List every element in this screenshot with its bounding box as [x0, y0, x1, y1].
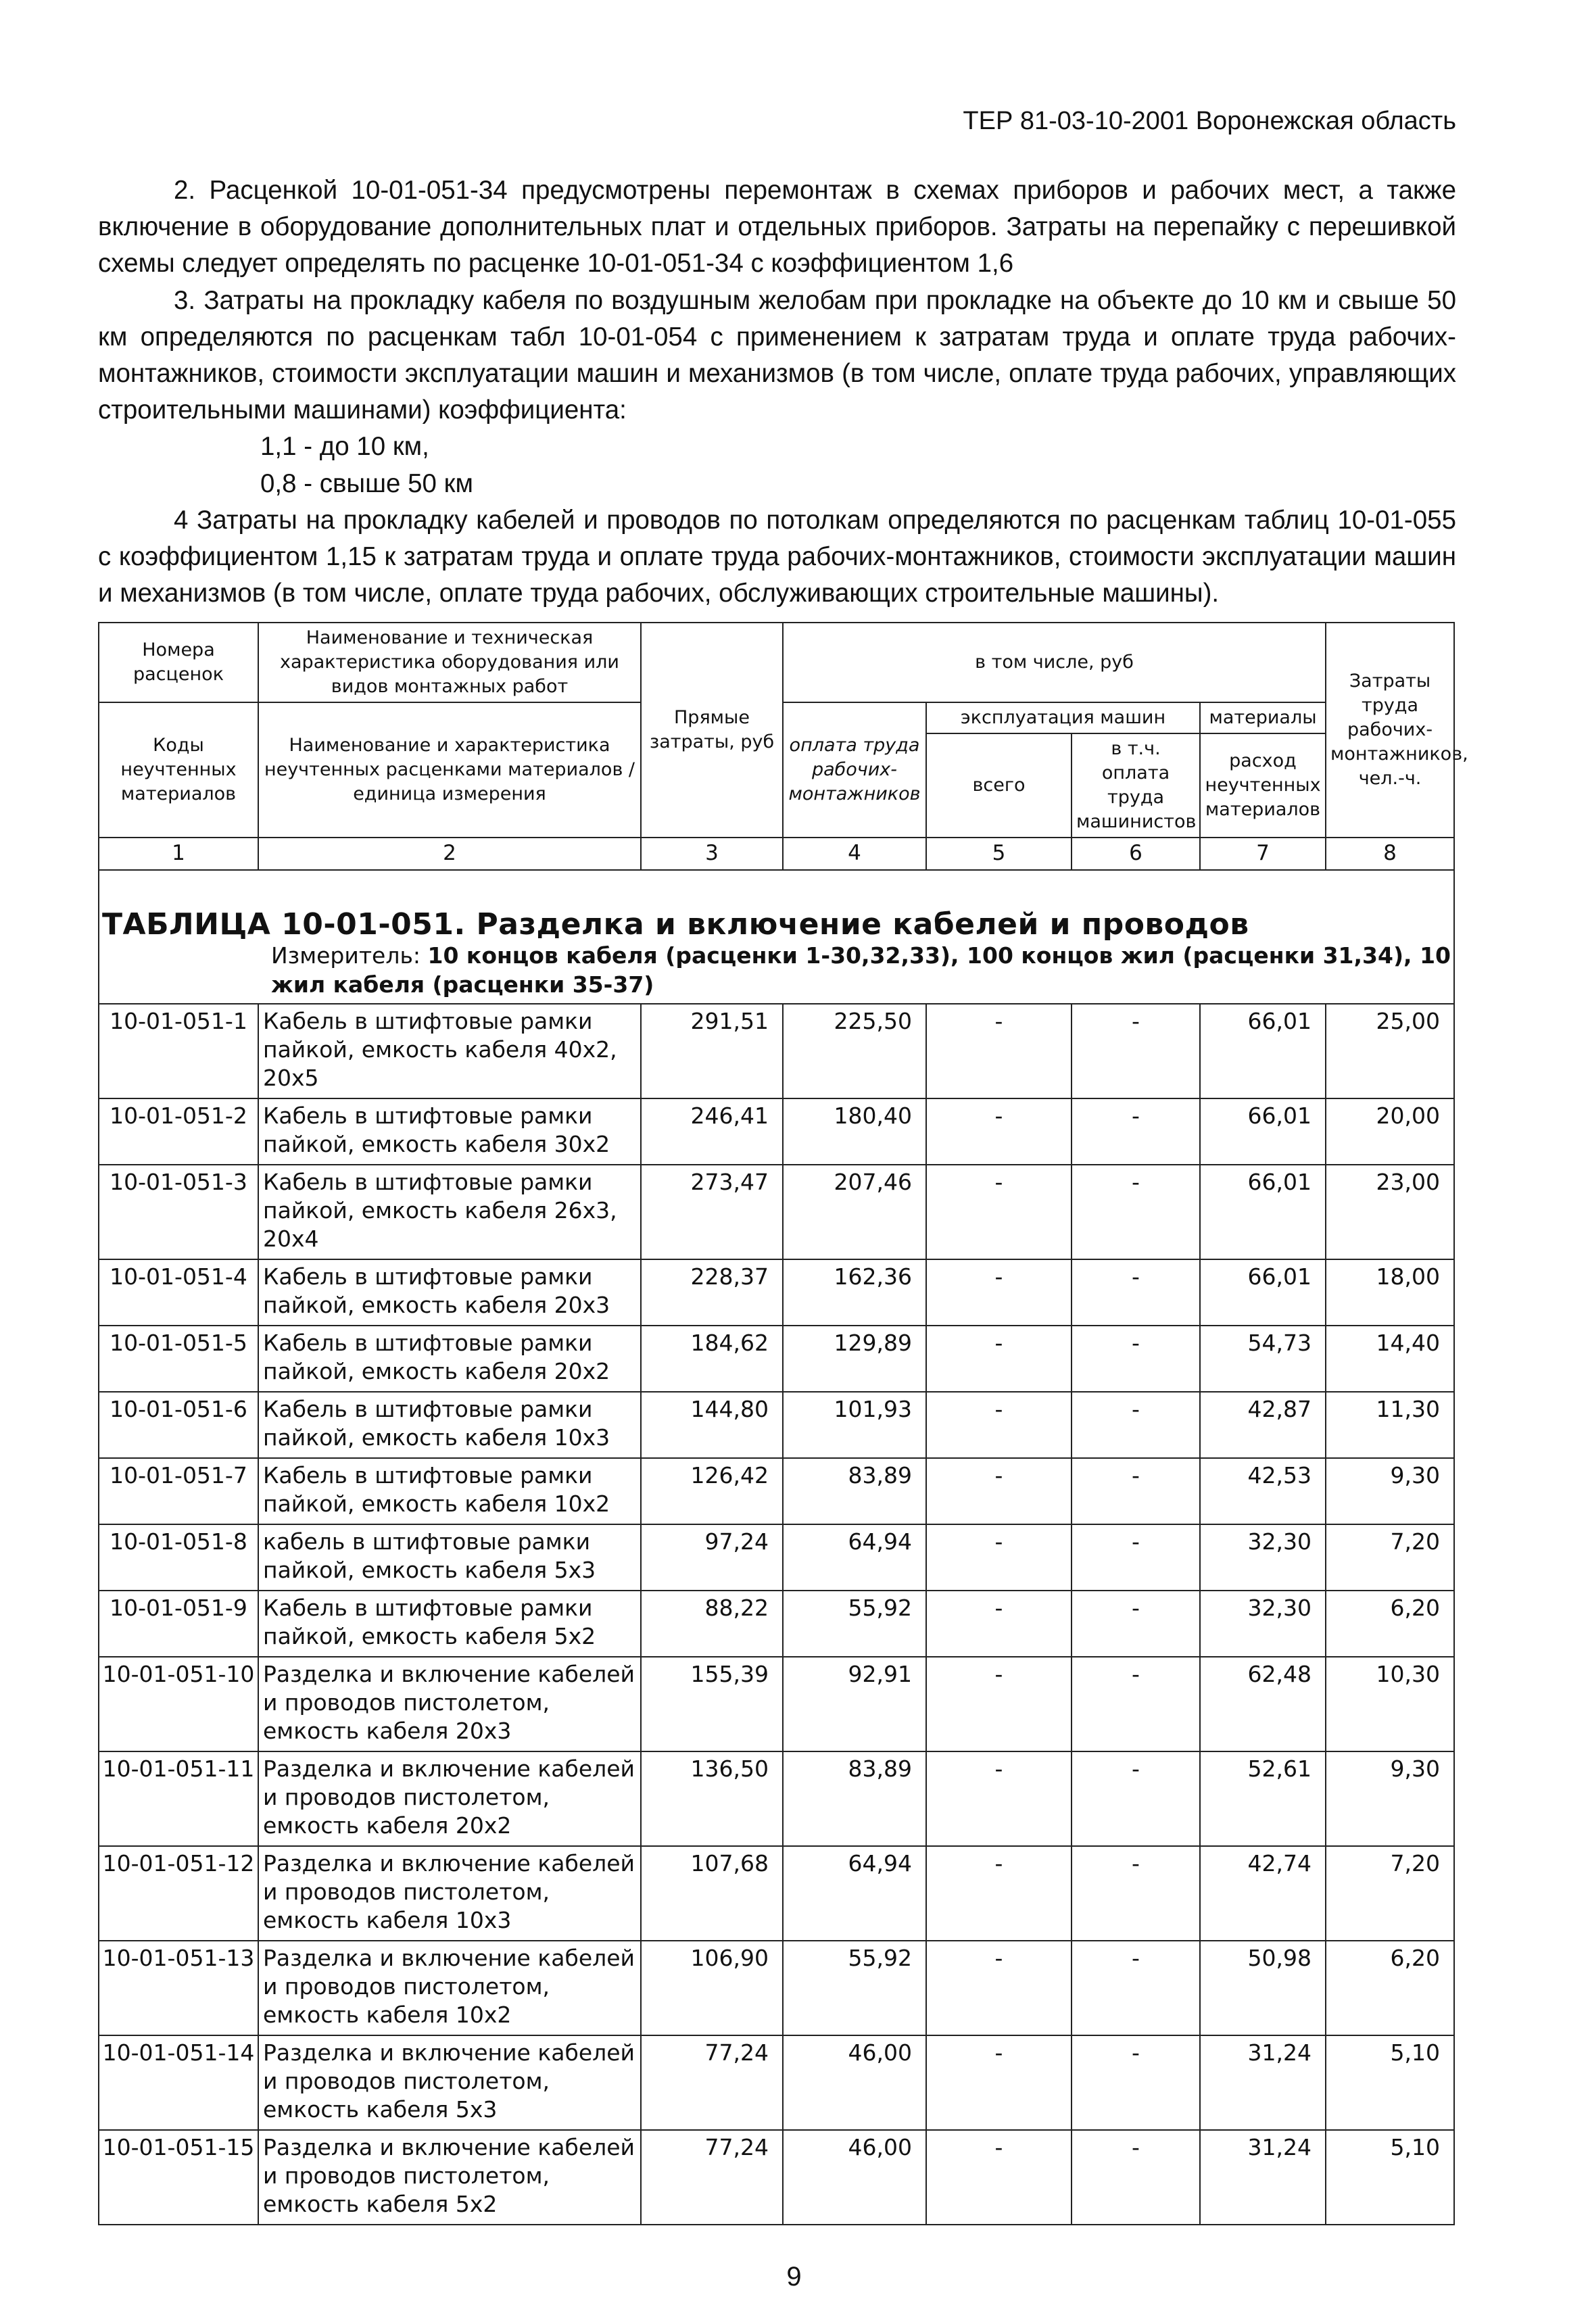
- operator-pay: -: [1072, 1326, 1200, 1392]
- work-description: Разделка и включение кабелей и проводов пистолетом, емкость кабеля 5х2: [258, 2130, 641, 2225]
- labor-hours: 10,30: [1326, 1657, 1454, 1751]
- table-row: [99, 1591, 1454, 1657]
- note-paragraph-3: 3. Затраты на прокладку кабеля по воздушным желобам при прокладке на объекте до 10 км и свыше 50 км определяются по расценкам табл 10-01-054 с применением к затратам труда и оплате труда рабочих-монтажников, стоимости эксплуатации машин и механизмов (в том числе, оплате труда рабочих, управляющих строительными машинами) коэффициента:: [98, 285, 1456, 425]
- operator-pay: -: [1072, 1392, 1200, 1458]
- materials-cost: 42,53: [1200, 1458, 1326, 1524]
- work-description: Кабель в штифтовые рамки пайкой, емкость кабеля 30х2: [258, 1098, 641, 1165]
- worker-pay: 64,94: [783, 1524, 926, 1591]
- machine-cost: -: [926, 1098, 1072, 1165]
- operator-pay: -: [1072, 1524, 1200, 1591]
- worker-pay: 162,36: [783, 1259, 926, 1326]
- materials-cost: 50,98: [1200, 1941, 1326, 2035]
- work-description: Кабель в штифтовые рамки пайкой, емкость кабеля 5х2: [258, 1591, 641, 1657]
- table-rows: [99, 1004, 1454, 2225]
- table-title-block: [99, 870, 1454, 1004]
- rate-code: 10-01-051-8: [99, 1524, 258, 1591]
- materials-cost: 62,48: [1200, 1657, 1326, 1751]
- rate-code: 10-01-051-2: [99, 1098, 258, 1165]
- labor-hours: 7,20: [1326, 1846, 1454, 1941]
- machine-cost: -: [926, 1846, 1072, 1941]
- labor-hours: 5,10: [1326, 2035, 1454, 2130]
- labor-hours: 23,00: [1326, 1165, 1454, 1259]
- header-rate-numbers: Номера расценок: [99, 623, 258, 702]
- work-description: Кабель в штифтовые рамки пайкой, емкость кабеля 10х3: [258, 1392, 641, 1458]
- direct-cost: 77,24: [641, 2035, 783, 2130]
- table-row: [99, 1259, 1454, 1326]
- machine-cost: -: [926, 1326, 1072, 1392]
- header-machine-operation: эксплуатация машин: [926, 702, 1200, 733]
- worker-pay: 83,89: [783, 1458, 926, 1524]
- materials-cost: 66,01: [1200, 1004, 1326, 1098]
- machine-cost: -: [926, 1458, 1072, 1524]
- rate-code: 10-01-051-15: [99, 2130, 258, 2225]
- work-description: Кабель в штифтовые рамки пайкой, емкость кабеля 20х3: [258, 1259, 641, 1326]
- table-row: [99, 1098, 1454, 1165]
- rate-code: 10-01-051-10: [99, 1657, 258, 1751]
- table-row: [99, 1751, 1454, 1846]
- worker-pay: 46,00: [783, 2130, 926, 2225]
- machine-cost: -: [926, 1591, 1072, 1657]
- labor-hours: 6,20: [1326, 1941, 1454, 2035]
- worker-pay: 64,94: [783, 1846, 926, 1941]
- table-row: [99, 1165, 1454, 1259]
- direct-cost: 107,68: [641, 1846, 783, 1941]
- materials-cost: 54,73: [1200, 1326, 1326, 1392]
- labor-hours: 11,30: [1326, 1392, 1454, 1458]
- machine-cost: -: [926, 1657, 1072, 1751]
- direct-cost: 155,39: [641, 1657, 783, 1751]
- materials-cost: 31,24: [1200, 2130, 1326, 2225]
- header-machine-total: всего: [926, 733, 1072, 838]
- header-material-description: Наименование и характеристика неучтенных расценками материалов / единица измерения: [258, 702, 641, 838]
- rate-code: 10-01-051-13: [99, 1941, 258, 2035]
- worker-pay: 180,40: [783, 1098, 926, 1165]
- direct-cost: 291,51: [641, 1004, 783, 1098]
- work-description: кабель в штифтовые рамки пайкой, емкость кабеля 5х3: [258, 1524, 641, 1591]
- table-row: [99, 2035, 1454, 2130]
- table-row: [99, 1524, 1454, 1591]
- worker-pay: 207,46: [783, 1165, 926, 1259]
- work-description: Кабель в штифтовые рамки пайкой, емкость кабеля 10х2: [258, 1458, 641, 1524]
- operator-pay: -: [1072, 1846, 1200, 1941]
- work-description: Разделка и включение кабелей и проводов пистолетом, емкость кабеля 5х3: [258, 2035, 641, 2130]
- rate-code: 10-01-051-14: [99, 2035, 258, 2130]
- operator-pay: -: [1072, 1657, 1200, 1751]
- work-description: Разделка и включение кабелей и проводов пистолетом, емкость кабеля 10х3: [258, 1846, 641, 1941]
- direct-cost: 228,37: [641, 1259, 783, 1326]
- column-number: 4: [783, 838, 926, 870]
- work-description: Кабель в штифтовые рамки пайкой, емкость кабеля 26х3, 20х4: [258, 1165, 641, 1259]
- direct-cost: 246,41: [641, 1098, 783, 1165]
- materials-cost: 31,24: [1200, 2035, 1326, 2130]
- work-description: Кабель в штифтовые рамки пайкой, емкость кабеля 20х2: [258, 1326, 641, 1392]
- operator-pay: -: [1072, 1941, 1200, 2035]
- operator-pay: -: [1072, 1098, 1200, 1165]
- worker-pay: 129,89: [783, 1326, 926, 1392]
- machine-cost: -: [926, 1392, 1072, 1458]
- direct-cost: 184,62: [641, 1326, 783, 1392]
- measure-label: Измеритель:: [271, 942, 421, 969]
- worker-pay: 46,00: [783, 2035, 926, 2130]
- worker-pay: 55,92: [783, 1591, 926, 1657]
- column-number: 7: [1200, 838, 1326, 870]
- coefficient-item-2: 0,8 - свыше 50 км: [260, 468, 473, 498]
- rate-code: 10-01-051-4: [99, 1259, 258, 1326]
- table-row: [99, 2130, 1454, 2225]
- column-number: 2: [258, 838, 641, 870]
- work-description: Кабель в штифтовые рамки пайкой, емкость кабеля 40х2, 20х5: [258, 1004, 641, 1098]
- labor-hours: 9,30: [1326, 1751, 1454, 1846]
- column-number: 5: [926, 838, 1072, 870]
- materials-cost: 66,01: [1200, 1098, 1326, 1165]
- machine-cost: -: [926, 1004, 1072, 1098]
- note-paragraph-2: 2. Расценкой 10-01-051-34 предусмотрены перемонтаж в схемах приборов и рабочих мест, а также включение в оборудование дополнительных плат и отдельных приборов. Затраты на перепайку с перешивкой схемы следует определять по расценке 10-01-051-34 с коэффициентом 1,6: [98, 176, 1456, 279]
- labor-hours: 18,00: [1326, 1259, 1454, 1326]
- header-including: в том числе, руб: [783, 623, 1326, 702]
- header-material-codes: Коды неучтенных материалов: [99, 702, 258, 838]
- labor-hours: 7,20: [1326, 1524, 1454, 1591]
- materials-cost: 66,01: [1200, 1165, 1326, 1259]
- column-number: 6: [1072, 838, 1200, 870]
- operator-pay: -: [1072, 1004, 1200, 1098]
- direct-cost: 136,50: [641, 1751, 783, 1846]
- labor-hours: 20,00: [1326, 1098, 1454, 1165]
- machine-cost: -: [926, 1751, 1072, 1846]
- materials-cost: 66,01: [1200, 1259, 1326, 1326]
- measure-value: 10 концов кабеля (расценки 1-30,32,33), 100 концов жил (расценки 31,34), 10 жил кабеля (расценки 35-37): [271, 942, 1451, 998]
- header-labor-hours: Затраты труда рабочих-монтажников, чел.-ч.: [1326, 623, 1454, 838]
- machine-cost: -: [926, 1941, 1072, 2035]
- table-title: ТАБЛИЦА 10-01-051. Разделка и включение кабелей и проводов: [102, 907, 1249, 942]
- operator-pay: -: [1072, 1259, 1200, 1326]
- labor-hours: 6,20: [1326, 1591, 1454, 1657]
- rate-code: 10-01-051-3: [99, 1165, 258, 1259]
- operator-pay: -: [1072, 1591, 1200, 1657]
- labor-hours: 5,10: [1326, 2130, 1454, 2225]
- worker-pay: 83,89: [783, 1751, 926, 1846]
- rate-code: 10-01-051-11: [99, 1751, 258, 1846]
- labor-hours: 14,40: [1326, 1326, 1454, 1392]
- direct-cost: 273,47: [641, 1165, 783, 1259]
- operator-pay: -: [1072, 2035, 1200, 2130]
- worker-pay: 101,93: [783, 1392, 926, 1458]
- machine-cost: -: [926, 2035, 1072, 2130]
- materials-cost: 52,61: [1200, 1751, 1326, 1846]
- header-materials: материалы: [1200, 702, 1326, 733]
- rate-code: 10-01-051-7: [99, 1458, 258, 1524]
- coefficient-item-1: 1,1 - до 10 км,: [260, 432, 429, 462]
- materials-cost: 42,87: [1200, 1392, 1326, 1458]
- rate-code: 10-01-051-9: [99, 1591, 258, 1657]
- materials-cost: 32,30: [1200, 1591, 1326, 1657]
- materials-cost: 32,30: [1200, 1524, 1326, 1591]
- machine-cost: -: [926, 1524, 1072, 1591]
- operator-pay: -: [1072, 1458, 1200, 1524]
- direct-cost: 126,42: [641, 1458, 783, 1524]
- table-row: [99, 1004, 1454, 1098]
- measure-line: [102, 941, 1453, 1003]
- worker-pay: 55,92: [783, 1941, 926, 2035]
- column-number: 8: [1326, 838, 1454, 870]
- rate-code: 10-01-051-6: [99, 1392, 258, 1458]
- table-row: [99, 1941, 1454, 2035]
- header-worker-pay: оплата труда рабочих-монтажников: [783, 702, 926, 838]
- table-row: [99, 1846, 1454, 1941]
- header-work-description: Наименование и техническая характеристика оборудования или видов монтажных работ: [258, 623, 641, 702]
- machine-cost: -: [926, 1165, 1072, 1259]
- work-description: Разделка и включение кабелей и проводов пистолетом, емкость кабеля 20х2: [258, 1751, 641, 1846]
- machine-cost: -: [926, 1259, 1072, 1326]
- worker-pay: 92,91: [783, 1657, 926, 1751]
- direct-cost: 97,24: [641, 1524, 783, 1591]
- column-number: 3: [641, 838, 783, 870]
- labor-hours: 25,00: [1326, 1004, 1454, 1098]
- rate-code: 10-01-051-5: [99, 1326, 258, 1392]
- operator-pay: -: [1072, 1751, 1200, 1846]
- column-number: 1: [99, 838, 258, 870]
- intro-text: [98, 172, 1456, 612]
- document-header: ТЕР 81-03-10-2001 Воронежская область: [963, 107, 1456, 135]
- rate-code: 10-01-051-12: [99, 1846, 258, 1941]
- labor-hours: 9,30: [1326, 1458, 1454, 1524]
- table-row: [99, 1392, 1454, 1458]
- direct-cost: 77,24: [641, 2130, 783, 2225]
- page-number: 9: [786, 2262, 802, 2292]
- rate-code: 10-01-051-1: [99, 1004, 258, 1098]
- table-row: [99, 1458, 1454, 1524]
- header-direct-costs: Прямые затраты, руб: [641, 623, 783, 838]
- header-material-consumption: расход неучтенных материалов: [1200, 733, 1326, 838]
- direct-cost: 88,22: [641, 1591, 783, 1657]
- table-row: [99, 1326, 1454, 1392]
- machine-cost: -: [926, 2130, 1072, 2225]
- header-operator-pay: в т.ч. оплата труда машинистов: [1072, 733, 1200, 838]
- direct-cost: 144,80: [641, 1392, 783, 1458]
- rate-table: [98, 622, 1468, 2225]
- work-description: Разделка и включение кабелей и проводов пистолетом, емкость кабеля 10х2: [258, 1941, 641, 2035]
- materials-cost: 42,74: [1200, 1846, 1326, 1941]
- operator-pay: -: [1072, 1165, 1200, 1259]
- note-paragraph-4: 4 Затраты на прокладку кабелей и проводов по потолкам определяются по расценкам таблиц 10-01-055 с коэффициентом 1,15 к затратам труда и оплате труда рабочих-монтажников, стоимости эксплуатации машин и механизмов (в том числе, оплате труда рабочих, обслуживающих строительные машины).: [98, 505, 1456, 608]
- table-row: [99, 1657, 1454, 1751]
- work-description: Разделка и включение кабелей и проводов пистолетом, емкость кабеля 20х3: [258, 1657, 641, 1751]
- direct-cost: 106,90: [641, 1941, 783, 2035]
- operator-pay: -: [1072, 2130, 1200, 2225]
- worker-pay: 225,50: [783, 1004, 926, 1098]
